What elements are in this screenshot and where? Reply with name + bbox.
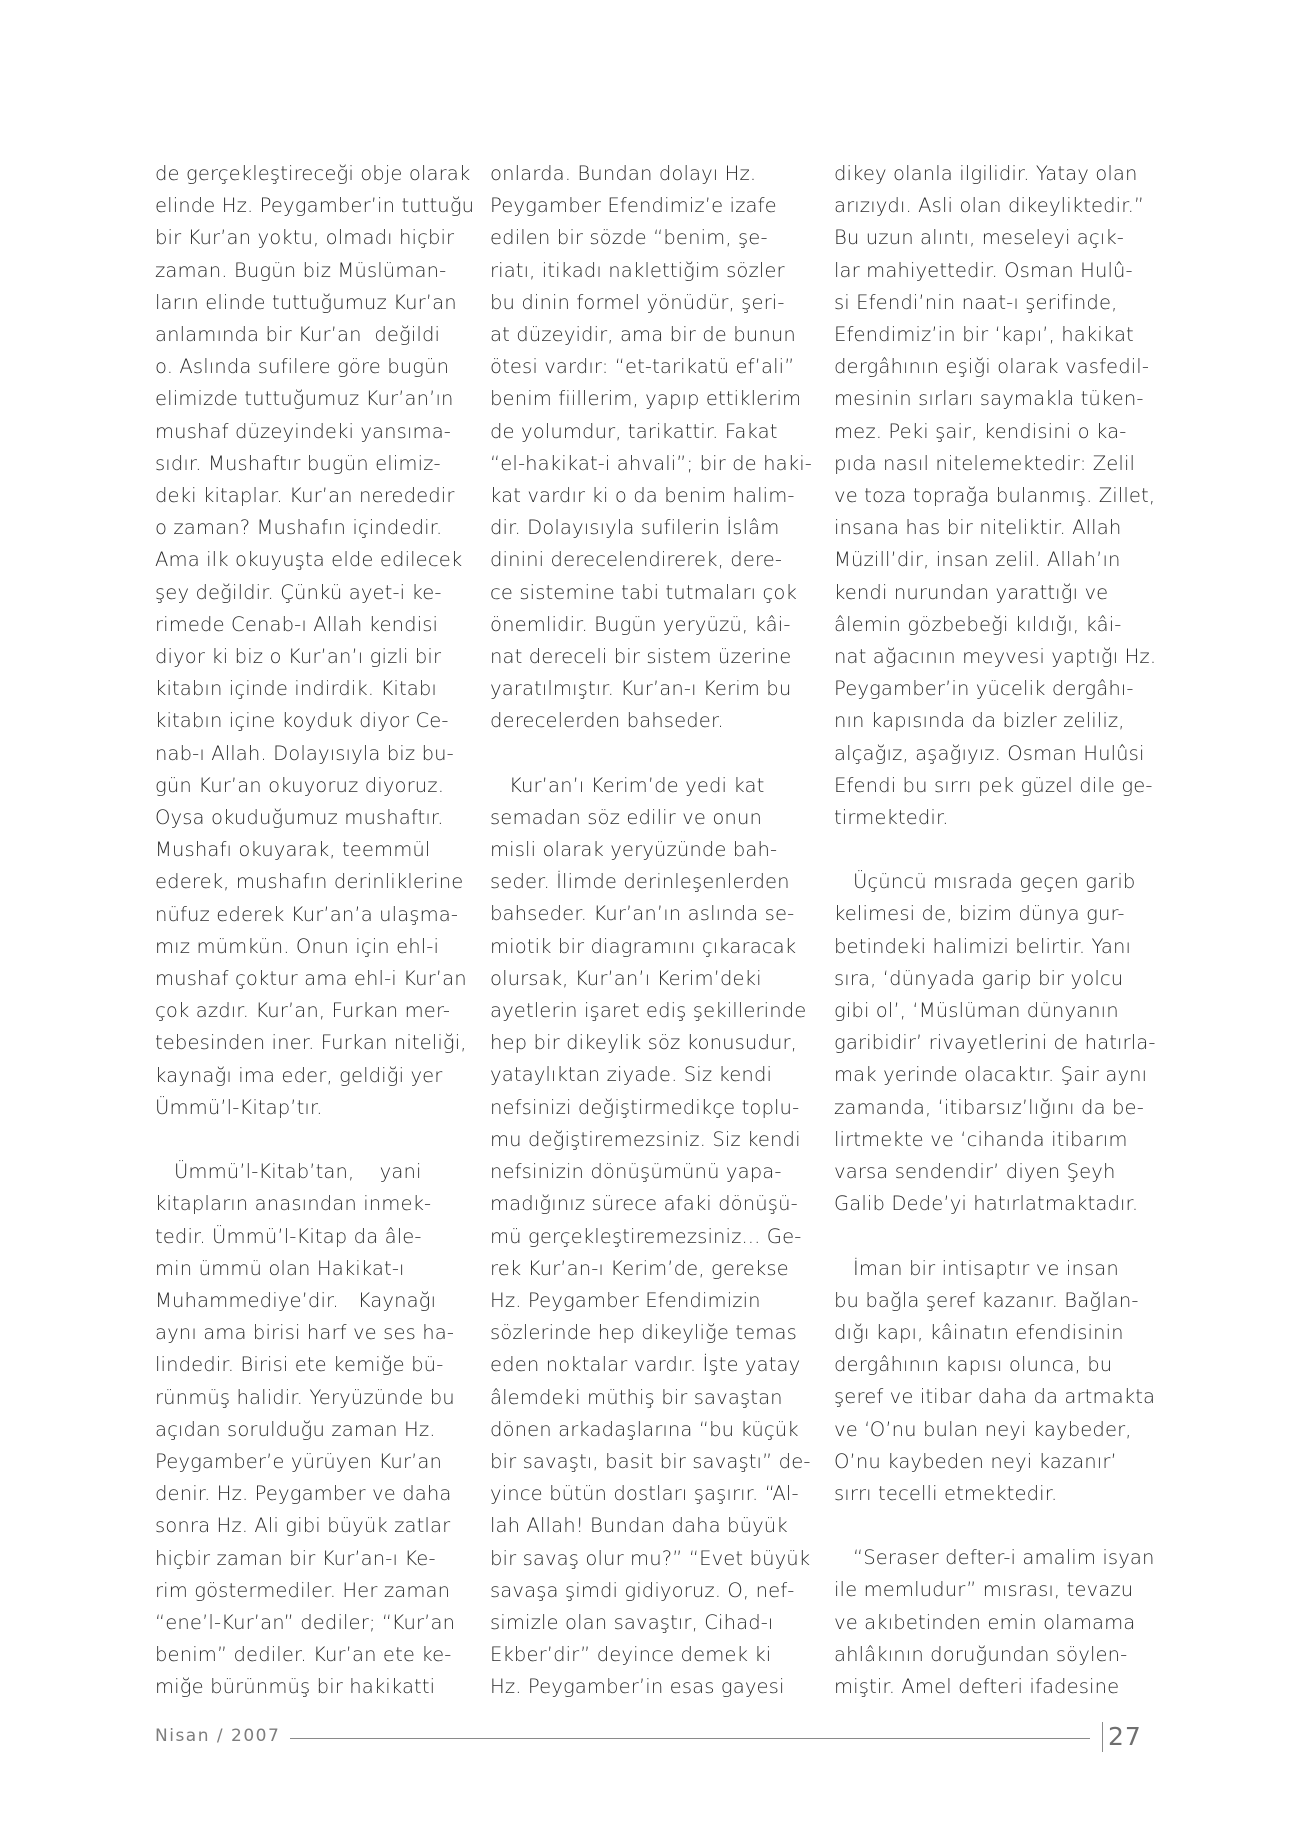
paragraph: de gerçekleştireceği obje olarak elinde Hz. Peygamber’in tuttuğu bir Kur’an yoktu, olmadı hiçbir zaman. Bugün biz Müslüman- ların elinde tuttuğumuz Kur’an anlamında bir Kur’an değildi o. Aslında sufilere göre bugün elimizde tuttuğumuz Kur’an’ın mushaf düzeyindeki yansıma- sıdır. Mushaftır bugün elimiz- deki kitaplar. Kur’an nerededir o zaman? Mushafın içindedir. Ama ilk okuyuşta elde edilecek şey değildir. Çünkü ayet-i ke- rimede Cenab-ı Allah kendisi diyor ki biz o Kur’an’ı gizli bir kitabın içinde indirdik. Kitabı kitabın içine koyduk diyor Ce- nab-ı Allah. Dolayısıyla biz bu- gün Kur’an okuyoruz diyoruz. Oysa okuduğumuz mushaftır. Mushafı okuyarak, teemmül ederek, mushafın derinliklerine nüfuz ederek Kur’an’a ulaşma- mız mümkün. Onun için ehl-i mushaf çoktur ama ehl-i Kur’an çok azdır. Kur’an, Furkan mer- tebesinden iner. Furkan niteliği, kaynağı ima eder, geldiği yer Ümmü’l-Kitap’tır. [155, 162, 475, 1119]
text-column-3 [834, 158, 1157, 1703]
paragraph: Üçüncü mısrada geçen garib kelimesi de, bizim dünya gur- betindeki halimizi belirtir. Yanı sıra, ‘dünyada garip bir yolcu gibi ol’, ‘Müslüman dünyanın garibidir’ rivayetlerini de hatırla- mak yerinde olacaktır. Şair aynı zamanda, ‘itibarsız’lığını da be- lirtmekte ve ‘cihanda itibarım varsa sendendir’ diyen Şeyh Galib Dede’yi hatırlatmaktadır. [834, 870, 1156, 1216]
paragraph: onlarda. Bundan dolayı Hz. Peygamber Efendimiz’e izafe edilen bir sözde “benim, şe- riatı, itikadı naklettiğim sözler bu dinin formel yönüdür, şeri- at düzeyidir, ama bir de bunun ötesi vardır: “et-tarikatü ef’ali” benim fiillerim, yapıp ettiklerim de yolumdur, tarikattir. Fakat “el-hakikat-i ahvali”; bir de haki- kat vardır ki o da benim halim- dir. Dolayısıyla sufilerin İslâm dinini derecelendirerek, dere- ce sistemine tabi tutmaları çok önemlidir. Bugün yeryüzü, kâi- nat dereceli bir sistem üzerine yaratılmıştır. Kur’an-ı Kerim bu derecelerden bahseder. [490, 162, 812, 733]
footer-divider-tick [1102, 1722, 1103, 1752]
text-column-2 [490, 158, 812, 1704]
paragraph: dikey olanla ilgilidir. Yatay olan arızıydı. Asli olan dikeyliktedir.” Bu uzun alıntı, meseleyi açık- lar mahiyettedir. Osman Hulû- si Efendi’nin naat-ı şerifinde, Efendimiz’in bir ‘kapı’, hakikat dergâhının eşiği olarak vasfedil- mesinin sırları saymakla tüken- mez. Peki şair, kendisini o ka- pıda nasıl nitelemektedir: Zelil ve toza toprağa bulanmış. Zillet, insana has bir niteliktir. Allah Müzill’dir, insan zelil. Allah’ın kendi nurundan yarattığı ve âlemin gözbebeği kıldığı, kâi- nat ağacının meyvesi yaptığı Hz. Peygamber’in yücelik dergâhı- nın kapısında da bizler zeliliz, alçağız, aşağıyız. Osman Hulûsi Efendi bu sırrı pek güzel dile ge- tirmektedir. [834, 162, 1157, 830]
footer-divider [290, 1738, 1090, 1739]
text-column-1 [155, 158, 475, 1704]
footer-issue-date: Nisan / 2007 [155, 1726, 281, 1746]
page-number: 27 [1108, 1722, 1142, 1751]
paragraph: İman bir intisaptır ve insan bu bağla şeref kazanır. Bağlan- dığı kapı, kâinatın efendisinin dergâhının kapısı olunca, bu şeref ve itibar daha da artmakta ve ‘O’nu bulan neyi kaybeder, O’nu kaybeden neyi kazanır’ sırrı tecelli etmektedir. [834, 1256, 1156, 1505]
paragraph: “Seraser defter-i amalim isyan ile memludur” mısrası, tevazu ve akıbetinden emin olamama ahlâkının doruğundan söylen- miştir. Amel defteri ifadesine [834, 1546, 1155, 1698]
paragraph: Kur’an’ı Kerim’de yedi kat semadan söz edilir ve onun misli olarak yeryüzünde bah- seder. İlimde derinleşenlerden bahseder. Kur’an’ın aslında se- miotik bir diagramını çıkaracak olursak, Kur’an’ı Kerim’deki ayetlerin işaret ediş şekillerinde hep bir dikeylik söz konusudur, yataylıktan ziyade. Siz kendi nefsinizi değiştirmedikçe toplu- mu değiştiremezsiniz. Siz kendi nefsinizin dönüşümünü yapa- madığınız sürece afaki dönüşü- mü gerçekleştiremezsiniz... Ge- rek Kur’an-ı Kerim’de, gerekse Hz. Peygamber Efendimizin sözlerinde hep dikeyliğe temas eden noktalar vardır. İşte yatay âlemdeki müthiş bir savaştan dönen arkadaşlarına “bu küçük bir savaştı, basit bir savaştı” de- yince bütün dostları şaşırır. “Al- lah Allah! Bundan daha büyük bir savaş olur mu?” “Evet büyük savaşa şimdi gidiyoruz. O, nef- simizle olan savaştır, Cihad-ı Ekber’dir” deyince demek ki Hz. Peygamber’in esas gayesi [490, 773, 811, 1699]
paragraph: Ümmü’l-Kitab’tan, yani kitapların anasından inmek- tedir. Ümmü’l-Kitap da âle- min ümmü olan Hakikat-ı Muhammediye’dir. Kaynağı aynı ama birisi harf ve ses ha- lindedir. Birisi ete kemiğe bü- rünmüş halidir. Yeryüzünde bu açıdan sorulduğu zaman Hz. Peygamber’e yürüyen Kur’an denir. Hz. Peygamber ve daha sonra Hz. Ali gibi büyük zatlar hiçbir zaman bir Kur’an-ı Ke- rim göstermediler. Her zaman “ene’l-Kur’an” dediler; “Kur’an benim” dediler. Kur’an ete ke- miğe bürünmüş bir hakikatti [155, 1160, 456, 1699]
